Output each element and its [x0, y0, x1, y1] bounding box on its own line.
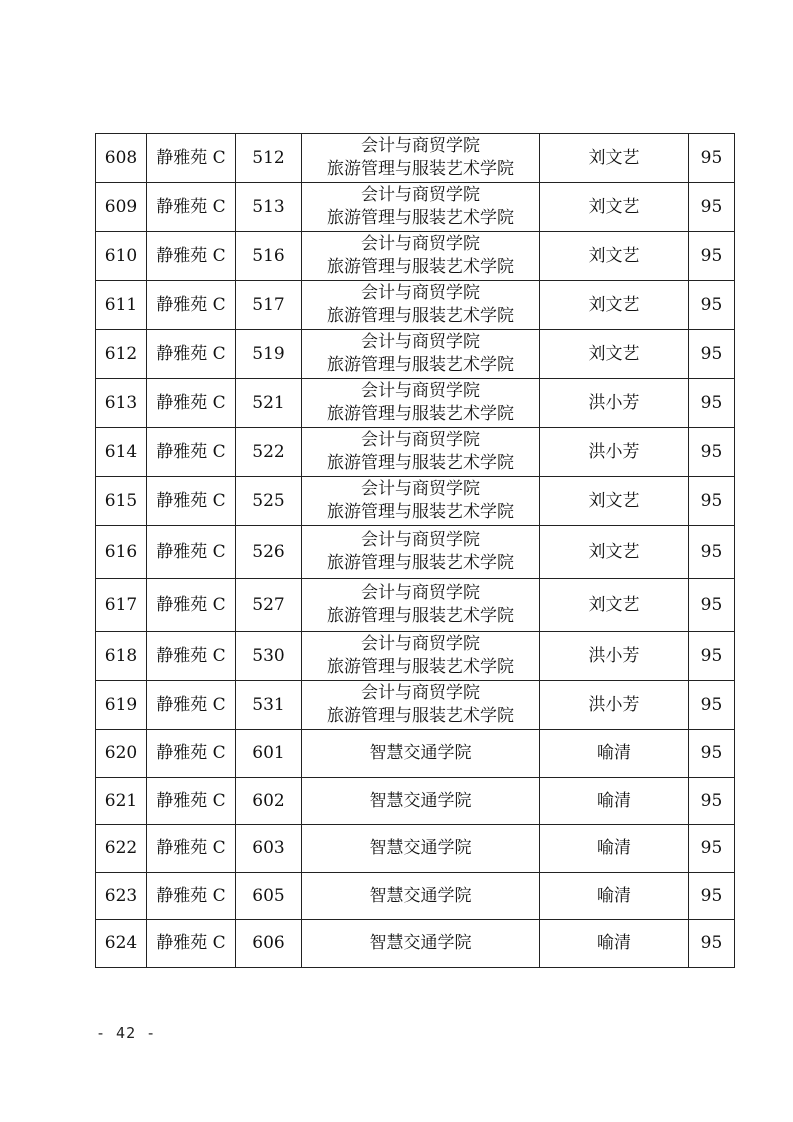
room-number-cell: 521 [236, 379, 302, 428]
table-row [96, 477, 735, 526]
table-row [96, 920, 735, 968]
building-cell: 静雅苑 C [147, 730, 236, 778]
teacher-cell: 刘文艺 [540, 330, 689, 379]
score-cell: 95 [689, 379, 735, 428]
table-row [96, 730, 735, 778]
table-row [96, 379, 735, 428]
room-number-cell: 519 [236, 330, 302, 379]
row-number-cell: 620 [96, 730, 147, 778]
teacher-cell: 刘文艺 [540, 232, 689, 281]
teacher-cell: 刘文艺 [540, 579, 689, 632]
score-cell: 95 [689, 232, 735, 281]
room-number-cell: 516 [236, 232, 302, 281]
college-cell [302, 579, 540, 632]
room-number-cell: 513 [236, 183, 302, 232]
college-name-line: 旅游管理与服装艺术学院 [327, 453, 514, 473]
building-cell: 静雅苑 C [147, 281, 236, 330]
college-name-line: 会计与商贸学院 [361, 683, 480, 703]
college-name-line: 智慧交通学院 [369, 743, 472, 763]
college-name-line: 旅游管理与服装艺术学院 [327, 159, 514, 179]
building-cell: 静雅苑 C [147, 379, 236, 428]
teacher-cell: 刘文艺 [540, 183, 689, 232]
room-number-cell: 512 [236, 134, 302, 183]
page-number: - 42 - [96, 1024, 157, 1042]
college-name-line: 会计与商贸学院 [361, 332, 480, 352]
college-cell [302, 873, 540, 920]
table-row [96, 183, 735, 232]
building-cell: 静雅苑 C [147, 632, 236, 681]
teacher-cell: 喻清 [540, 778, 689, 825]
teacher-cell: 洪小芳 [540, 428, 689, 477]
building-cell: 静雅苑 C [147, 134, 236, 183]
college-name-line: 智慧交通学院 [369, 933, 472, 953]
table-row [96, 778, 735, 825]
teacher-cell: 喻清 [540, 825, 689, 873]
college-name-line: 会计与商贸学院 [361, 583, 480, 603]
score-cell: 95 [689, 428, 735, 477]
row-number-cell: 609 [96, 183, 147, 232]
table-row [96, 232, 735, 281]
building-cell: 静雅苑 C [147, 920, 236, 968]
score-cell: 95 [689, 183, 735, 232]
table-row [96, 632, 735, 681]
score-cell: 95 [689, 526, 735, 579]
teacher-cell: 刘文艺 [540, 134, 689, 183]
score-cell: 95 [689, 825, 735, 873]
score-cell: 95 [689, 778, 735, 825]
row-number-cell: 624 [96, 920, 147, 968]
room-number-cell: 526 [236, 526, 302, 579]
college-cell [302, 183, 540, 232]
table-row [96, 825, 735, 873]
college-cell [302, 428, 540, 477]
college-cell [302, 477, 540, 526]
table-row [96, 330, 735, 379]
score-cell: 95 [689, 330, 735, 379]
table-row [96, 579, 735, 632]
college-cell [302, 379, 540, 428]
teacher-cell: 刘文艺 [540, 477, 689, 526]
row-number-cell: 615 [96, 477, 147, 526]
row-number-cell: 608 [96, 134, 147, 183]
teacher-cell: 喻清 [540, 873, 689, 920]
college-name-line: 智慧交通学院 [369, 885, 472, 906]
table-row [96, 681, 735, 730]
row-number-cell: 617 [96, 579, 147, 632]
table-row [96, 873, 735, 920]
college-name-line: 旅游管理与服装艺术学院 [327, 606, 514, 626]
college-name-line: 智慧交通学院 [369, 790, 472, 811]
college-name-line: 旅游管理与服装艺术学院 [327, 208, 514, 228]
score-cell: 95 [689, 730, 735, 778]
college-name-line: 旅游管理与服装艺术学院 [327, 657, 514, 677]
teacher-cell: 洪小芳 [540, 681, 689, 730]
college-name-line: 旅游管理与服装艺术学院 [327, 355, 514, 375]
score-cell: 95 [689, 477, 735, 526]
college-name-line: 会计与商贸学院 [361, 479, 480, 499]
building-cell: 静雅苑 C [147, 330, 236, 379]
building-cell: 静雅苑 C [147, 526, 236, 579]
row-number-cell: 612 [96, 330, 147, 379]
row-number-cell: 622 [96, 825, 147, 873]
college-name-line: 旅游管理与服装艺术学院 [327, 502, 514, 522]
room-number-cell: 602 [236, 778, 302, 825]
room-number-cell: 601 [236, 730, 302, 778]
college-cell [302, 232, 540, 281]
room-number-cell: 522 [236, 428, 302, 477]
college-cell [302, 778, 540, 825]
room-number-cell: 527 [236, 579, 302, 632]
room-number-cell: 605 [236, 873, 302, 920]
college-name-line: 会计与商贸学院 [361, 283, 480, 303]
dormitory-score-table [95, 133, 735, 968]
college-cell [302, 526, 540, 579]
table-row [96, 134, 735, 183]
score-cell: 95 [689, 632, 735, 681]
row-number-cell: 621 [96, 778, 147, 825]
college-cell [302, 134, 540, 183]
building-cell: 静雅苑 C [147, 183, 236, 232]
score-cell: 95 [689, 873, 735, 920]
college-cell [302, 920, 540, 968]
score-cell: 95 [689, 579, 735, 632]
row-number-cell: 613 [96, 379, 147, 428]
room-number-cell: 531 [236, 681, 302, 730]
row-number-cell: 614 [96, 428, 147, 477]
room-number-cell: 606 [236, 920, 302, 968]
room-number-cell: 525 [236, 477, 302, 526]
row-number-cell: 610 [96, 232, 147, 281]
score-cell: 95 [689, 281, 735, 330]
building-cell: 静雅苑 C [147, 825, 236, 873]
college-name-line: 会计与商贸学院 [361, 430, 480, 450]
table-body [96, 134, 735, 968]
score-cell: 95 [689, 920, 735, 968]
teacher-cell: 洪小芳 [540, 379, 689, 428]
college-name-line: 会计与商贸学院 [361, 381, 480, 401]
building-cell: 静雅苑 C [147, 477, 236, 526]
college-name-line: 会计与商贸学院 [361, 634, 480, 654]
college-cell [302, 281, 540, 330]
row-number-cell: 611 [96, 281, 147, 330]
row-number-cell: 623 [96, 873, 147, 920]
row-number-cell: 616 [96, 526, 147, 579]
row-number-cell: 618 [96, 632, 147, 681]
college-cell [302, 681, 540, 730]
room-number-cell: 530 [236, 632, 302, 681]
teacher-cell: 洪小芳 [540, 632, 689, 681]
college-name-line: 旅游管理与服装艺术学院 [327, 306, 514, 326]
table-row [96, 281, 735, 330]
college-cell [302, 632, 540, 681]
teacher-cell: 刘文艺 [540, 281, 689, 330]
college-cell [302, 730, 540, 778]
building-cell: 静雅苑 C [147, 232, 236, 281]
teacher-cell: 喻清 [540, 920, 689, 968]
teacher-cell: 喻清 [540, 730, 689, 778]
table-row [96, 428, 735, 477]
building-cell: 静雅苑 C [147, 778, 236, 825]
college-name-line: 会计与商贸学院 [361, 136, 480, 156]
teacher-cell: 刘文艺 [540, 526, 689, 579]
building-cell: 静雅苑 C [147, 681, 236, 730]
row-number-cell: 619 [96, 681, 147, 730]
score-cell: 95 [689, 134, 735, 183]
college-cell [302, 825, 540, 873]
college-name-line: 会计与商贸学院 [361, 530, 480, 550]
college-name-line: 智慧交通学院 [369, 838, 472, 858]
table-row [96, 526, 735, 579]
score-cell: 95 [689, 681, 735, 730]
college-name-line: 会计与商贸学院 [361, 234, 480, 254]
room-number-cell: 517 [236, 281, 302, 330]
college-name-line: 旅游管理与服装艺术学院 [327, 257, 514, 277]
building-cell: 静雅苑 C [147, 873, 236, 920]
college-cell [302, 330, 540, 379]
college-name-line: 旅游管理与服装艺术学院 [327, 553, 514, 573]
college-name-line: 会计与商贸学院 [361, 185, 480, 205]
building-cell: 静雅苑 C [147, 579, 236, 632]
college-name-line: 旅游管理与服装艺术学院 [327, 404, 514, 424]
building-cell: 静雅苑 C [147, 428, 236, 477]
college-name-line: 旅游管理与服装艺术学院 [327, 706, 514, 726]
room-number-cell: 603 [236, 825, 302, 873]
